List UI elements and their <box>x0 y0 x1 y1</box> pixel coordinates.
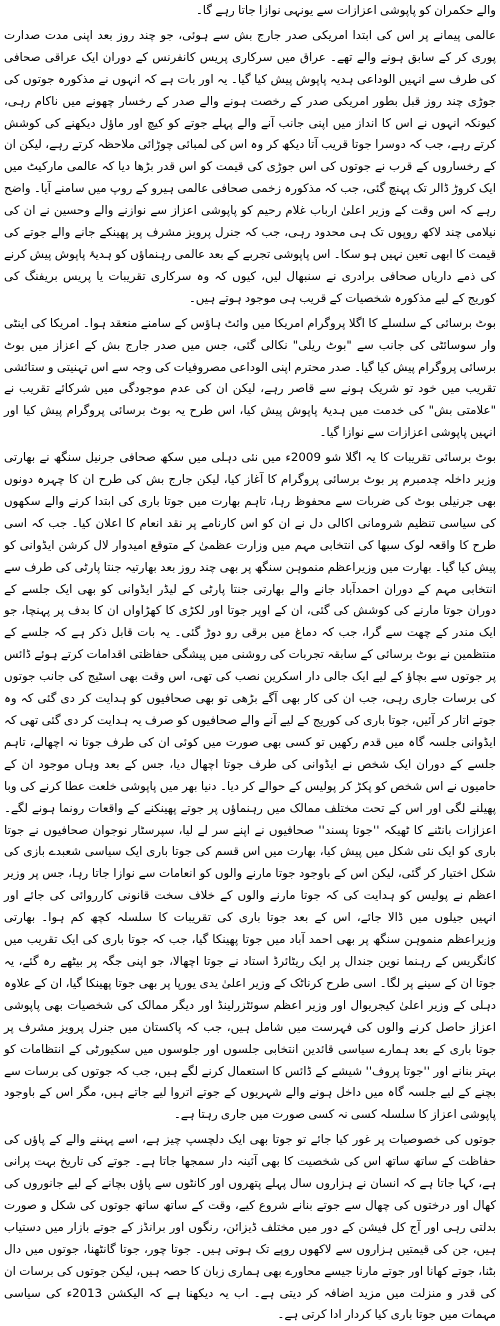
article-paragraph-3: بوٹ برسائی کے سلسلے کا اگلا پروگرام امریکا میں وائٹ ہاؤس کے سامنے منعقد ہوا۔ امریکا کی اینٹی وار سوسائٹی کی جانب سے "بوٹ ریلی" نکالی گئی، جس میں صدر جارج بش کے اعزاز میں بوٹ برسائی پروگرام پیش کیا گیا۔ صدر محترم اپنی الوداعی مصروفیات کی وجہ سے اس تہنیتی و ستائشی تقریب میں خود تو شریک ہونے سے قاصر رہے، لیکن ان کی عدم موجودگی میں شرکائے تقریب نے "علامتی بش" کی خدمت میں ہدیۂ پاپوش پیش کیا، اس طرح یہ بوٹ برسائی پروگرام پیش کیا اور انہیں پاپوشی اعزازات سے نوازا گیا۔ <box>3 315 496 440</box>
article-paragraph-4: بوٹ برسائی تقریبات کا یہ اگلا شو 2009ء میں نئی دہلی میں سکھ صحافی جرنیل سنگھ نے بھارتی وزیر داخلہ چدمبرم پر بوٹ برسائی پروگرام کا آغاز کیا، لیکن جارج بش کی طرح ان کا چہرہ دونوں بھی جرنیلی بوٹ کی ضربات سے محفوظ رہا، تاہم بھارت میں جوتا باری کی ابتدا کرنے والے سکھوں کی سیاسی تنظیم شرومانی اکالی دل نے ان کو اس کارنامے پر نقد انعام کا اعلان کیا۔ جب کہ اسی طرح کا واقعہ لوک سبھا کی انتخابی مہم میں وزارت عظمیٰ کے متوقع امیدوار لال کرشن ایڈوانی کو پیش کیا گیا۔ بھارت میں وزیراعظم منموہن سنگھ پر بھی چند روز بعد بھارتیہ جنتا پارٹی کی طرف سے انتخابی مہم کے دوران احمدآباد جانے والے بھارتی جنتا پارٹی کے لیڈر ایڈوانی کو بھی ایک جلسے کے دوران جوتا مارنے کی کوشش کی گئی، ان کے اوپر جوتا اور لکڑی کا کھڑاواں ان کا بدف پر پہنچا، جو ایک مندر کے چھت سے گرا، جب کہ دماغ میں برقی رو دوڑ گئی۔ یہ بات قابل ذکر ہے کہ جلسے کے منتظمین نے بوٹ برسائی کے سابقہ تجربات کی روشنی میں پیشگی حفاظتی اقدامات کرتے ہوئے ڈائس پر جوتوں سے بچاؤ کے لیے ایک جالی دار اسکرین نصب کی تھی، اس وقت بھی اسٹیج کی جانب جوتوں کی برسات جاری رہی، جب ان کی کار بھی آگے بڑھی تو بھی صحافیوں کو ہدایت کر دی گئی کہ وہ جوتے اتار کر آئیں، جوتا باری کی کوریج کے لیے آنے والے صحافیوں کو صرف یہ ہدایت کر دی گئی تھی کہ ایڈوانی جلسہ گاہ میں قدم رکھیں تو کسی بھی صورت میں کوئی ان کی طرف جوتا نہ اچھالے، تاہم جلسے کے دوران ایک شخص نے ایڈوانی کی طرف جوتا اچھال دیا، جس کے بعد وہاں موجود ان کے حامیوں نے اس شخص کو پکڑ کر پولیس کے حوالے کر دیا۔ دنیا بھر میں پاپوشی خلعت عطا کرنے کی وبا پھیلنے لگی اور اس کے تحت مختلف ممالک میں رہنماؤں پر جوتے پھینکنے کے واقعات رونما ہونے لگے۔ اعزازات بانٹنے کا ٹھیکہ ''جوتا پسند'' صحافیوں نے اپنے سر لے لیا، سپرسٹار نوجوان صحافیوں نے جوتا باری کو ایک نئی شکل میں پیش کیا، بھارت میں اس قسم کی جوتا باری ایک سیاسی شعبدے بازی کی شکل اختیار کر گئی، لیکن اس کے باوجود جوتا مارنے والوں کو انعامات سے نوازا جاتا رہا، جس پر وزیر اعظم نے پولیس کو ہدایت کی کہ جوتا مارنے والوں کے خلاف سخت قانونی کارروائی کی جائے اور انہیں جیلوں میں ڈالا جائے، اس کے بعد جوتا باری کی تقریبات کا سلسلہ کچھ کم ہوا۔ بھارتی وزیراعظم منموہن سنگھ پر بھی احمد آباد میں جوتا پھینکا گیا، جب کہ جوتا باری کی ایک تقریب میں کانگریس کے رہنما نوین جندال پر ایک ریٹائرڈ استاد نے جوتا اچھالا، جو اپنی جگہ پر بیٹھے رہ گئے، یہ جوتا ان کے سینے پر لگا۔ اسی طرح کرناٹک کے وزیر اعلیٰ یدی یورپا پر بھی جوتا پھینکا گیا، ان کے علاوہ دہلی کے وزیر اعلیٰ کیجریوال اور وزیر اعظم سوئٹزرلینڈ اور دیگر ممالک کی شخصیات بھی پاپوشی اعزاز حاصل کرنے والوں کی فہرست میں شامل ہیں، جب کہ پاکستان میں جنرل پرویز مشرف پر جوتا باری کے بعد ہمارے سیاسی قائدین انتخابی جلسوں اور جلوسوں میں سکیورٹی کے انتظامات کو بہتر بنانے اور ''جوتا پروف'' شیشے کے ڈائس کا استعمال کرنے لگے ہیں، جب کہ جوتوں کی برسات سے بچنے کے لیے جلسہ گاہ میں داخل ہونے والے شہریوں کے جوتے اتروا لیے جاتے ہیں، مگر اس کے باوجود پاپوشی اعزاز کا سلسلہ کسی نہ کسی صورت میں جاری رہتا ہے۔ <box>4 450 496 1122</box>
article-paragraph-5: جوتوں کی خصوصیات پر غور کیا جائے تو جوتا بھی ایک دلچسپ چیز ہے، اسے پہننے والے کے پاؤں کی حفاظت کے ساتھ ساتھ اس کی شخصیت کا بھی آئینہ دار سمجھا جاتا ہے۔ جوتے کی تاریخ بہت پرانی ہے، کہا جاتا ہے کہ انسان نے ہزاروں سال پہلے پتھروں اور کانٹوں سے پاؤں بچانے کے لیے جانوروں کی کھال اور درختوں کی چھال سے جوتے بنانے شروع کیے، وقت کے ساتھ ساتھ جوتوں کی شکل و صورت بدلتی رہی اور آج کل فیشن کے دور میں مختلف ڈیزائن، رنگوں اور برانڈز کے جوتے بازار میں دستیاب ہیں، جن کی قیمتیں ہزاروں سے لاکھوں روپے تک ہوتی ہیں۔ جوتا چور، جوتا گانٹھنا، جوتوں میں دال بٹنا، جوتے کھانا اور جوتے مارنا جیسے محاورے بھی ہماری زبان کا حصہ ہیں، لیکن جوتوں کی برسات ان کی قدر و منزلت میں مزید اضافہ کر دیتی ہے۔ اب یہ دیکھنا ہے کہ الیکشن 2013ء کی سیاسی مہمات میں جوتا باری کیا کردار ادا کرتی ہے۔ <box>4 1132 496 1322</box>
article-paragraph-2: عالمی پیمانے پر اس کی ابتدا امریکی صدر جارج بش سے ہوئی، جو چند روز بعد اپنی مدت صدارت پوری کر کے سابق ہونے والے تھے۔ عراق میں سرکاری پریس کانفرنس کے دوران ایک عراقی صحافی کی طرف سے انہیں الوداعی ہدیہ پاپوش پیش کیا گیا۔ یہ اور بات ہے کہ انہوں نے مذکورہ جوتوں کی جوڑی چند روز قبل بطور امریکی صدر کے رخصت ہونے والے صدر کے رخسار چھونے میں ناکام رہی، کیونکہ انہوں نے اس کا انداز میں اپنی جانب آنے والے پہلے جوتے کو کیچ اور ماؤل دیکھنے کی کوشش کرتے رہے، جب کہ دوسرا جوتا قریب آتا دیکھ کر وہ اس کی لمبائی چوڑائی ملاحظہ کرتے رہے، لیکن ان کے رخساروں کے قرب نے جوتوں کی اس جوڑی کی قیمت کو اس قدر بڑھا دیا کہ عالمی مارکیٹ میں ایک کروڑ ڈالر تک پہنچ گئی، جب کہ مذکورہ زخمی صحافی عالمی ہیرو کے روپ میں سامنے آیا۔ واضح رہے کہ اس وقت کے وزیر اعلیٰ ارباب غلام رحیم کو پاپوشی اعزاز سے نوازنے والے وحسین نے ان کی نیلامی چند لاکھ روپوں تک ہی محدود رہی، جب کہ جنرل پرویز مشرف پر پھینکے جانے والے جوتے کی قیمت کا ابھی تعین نہیں ہو سکا۔ اس پاپوشی تجربے کے بعد عالمی رہنماؤں کو ہدیۂ پاپوش پیش کرنے کی ذمے داریاں صحافی برادری نے سنبھال لیں، کیوں کہ وہ سرکاری تقریبات یا پریس بریفنگ کی کوریج کے لیے مذکورہ شخصیات کے قریب ہی موجود ہوتے ہیں۔ <box>4 27 496 305</box>
article-paragraph-1: والے حکمران کو پاپوشی اعزازات سے یونہی نوازا جاتا رہے گا۔ <box>195 3 496 17</box>
